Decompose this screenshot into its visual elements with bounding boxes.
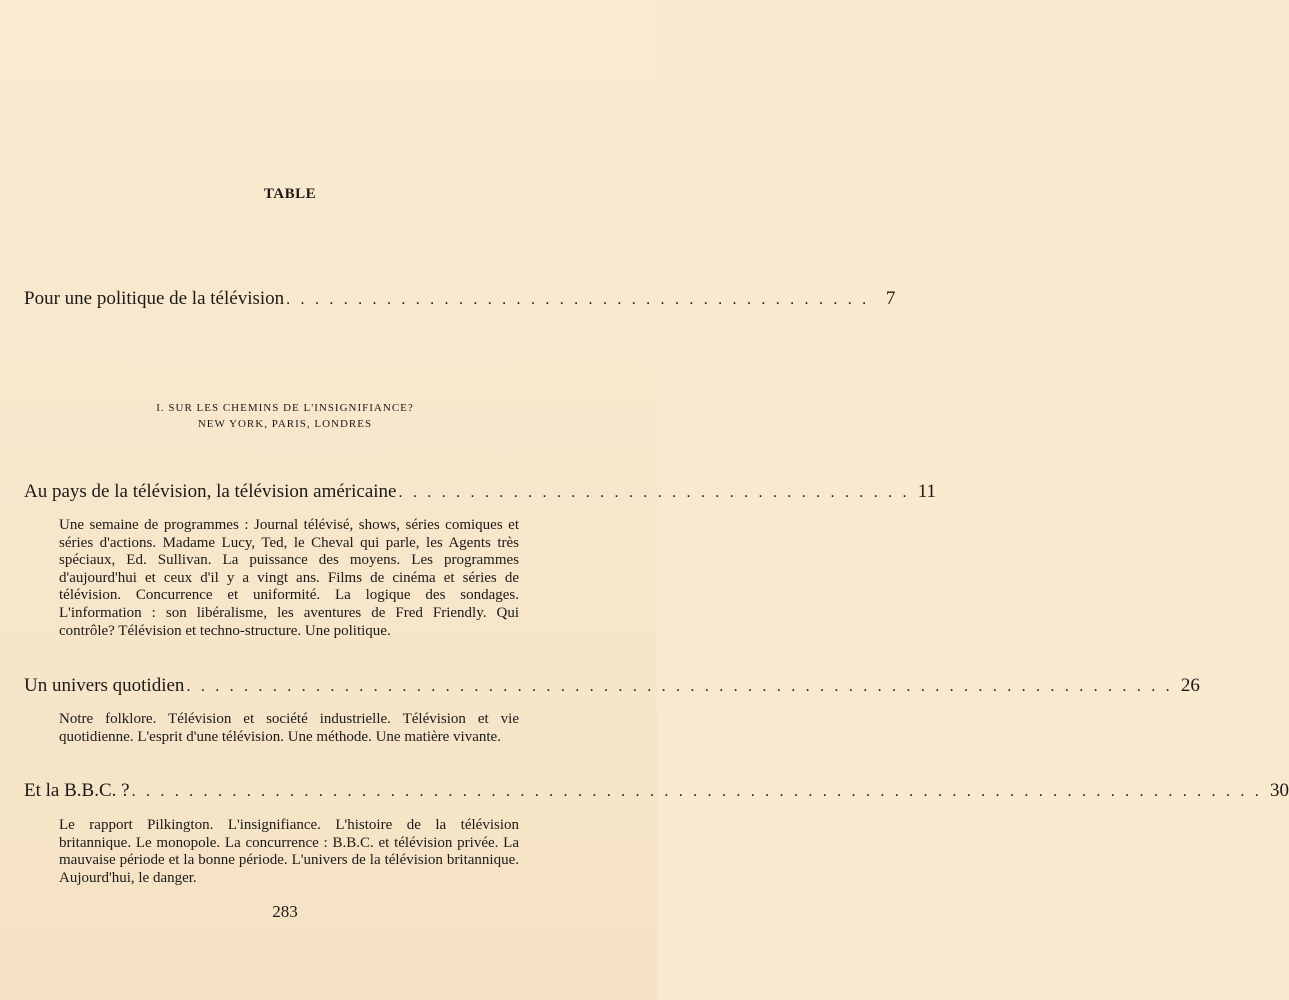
chapter-summary-2: Notre folklore. Télévision et société industrielle. Télévision et vie quotidienne. L'esprit d'une télévision. Une méthode. Une matière vivante.	[59, 711, 519, 745]
toc-entry-chapter-1	[24, 481, 936, 503]
toc-entry-label: Au pays de la télévision, la télévision américaine	[24, 481, 397, 502]
section-heading-line1: I. SUR LES CHEMINS DE L'INSIGNIFIANCE?	[156, 402, 414, 414]
toc-entry-chapter-3	[24, 780, 1289, 802]
toc-entry-label: Et la B.B.C. ?	[24, 780, 130, 801]
toc-page-number: 26	[1180, 675, 1200, 696]
dot-leader: . . . . . . . . . . . . . . . . . . . . . . . . . . . . . . . . . . . . . . . . . . . . . . . . . . . . . . . . . . . . . . . . . . . . . . . . . . . . . . .	[131, 783, 1262, 800]
toc-page-number: 30	[1269, 780, 1289, 801]
section-heading	[0, 400, 570, 432]
section-heading-line2: NEW YORK, PARIS, LONDRES	[197, 418, 373, 430]
chapter-summary-1: Une semaine de programmes : Journal télévisé, shows, séries comiques et séries d'actions. Madame Lucy, Ted, le Cheval qui parle, les Agents très spéciaux, Ed. Sullivan. La puissance des moyens. Les programmes d'aujourd'hui et ceux d'il y a vingt ans. Films de cinéma et séries de télévision. Concurrence et uniformité. La logique des sondages. L'information : son libéralisme, les aventures de Fred Friendly. Qui contrôle? Télévision et techno-structure. Une politique.	[59, 517, 519, 639]
page-number: 283	[272, 902, 298, 921]
toc-entry-chapter-2	[24, 675, 1200, 697]
dot-leader: . . . . . . . . . . . . . . . . . . . . . . . . . . . . . . . . . . . . . . . . . . . . . . . . . . . . . . . . . . . . . . . . . . . . .	[186, 678, 1173, 695]
toc-entry-label: Un univers quotidien	[24, 675, 185, 696]
page-title: TABLE	[263, 186, 317, 202]
dot-leader: . . . . . . . . . . . . . . . . . . . . . . . . . . . . . . . . . . . .	[398, 484, 910, 501]
dot-leader: . . . . . . . . . . . . . . . . . . . . . . . . . . . . . . . . . . . . . . . . .	[286, 291, 870, 308]
toc-page-number: 11	[917, 481, 936, 502]
toc-page-number: 7	[885, 288, 896, 309]
chapter-summary-3: Le rapport Pilkington. L'insignifiance. L'histoire de la télévision britannique. Le monopole. La concurrence : B.B.C. et télévision privée. La mauvaise période et la bonne période. L'univers de la télévision britannique. Aujourd'hui, le danger.	[59, 817, 519, 886]
toc-entry-intro	[24, 288, 896, 310]
toc-entry-label: Pour une politique de la télévision	[24, 288, 285, 309]
